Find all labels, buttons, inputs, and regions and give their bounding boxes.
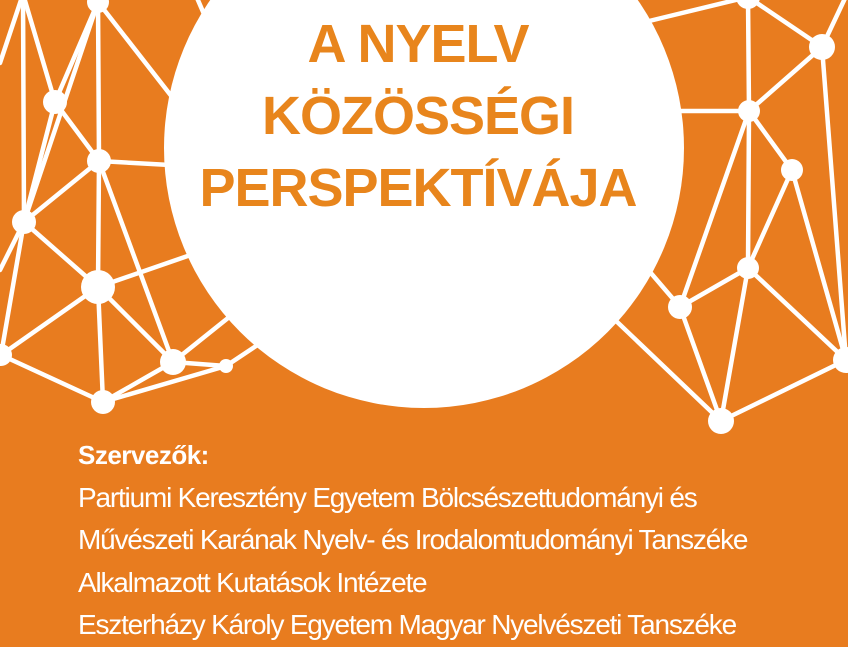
title-line-3: PERSPEKTÍVÁJA (199, 158, 637, 218)
network-edge (1, 355, 103, 402)
organizer-list (78, 477, 848, 647)
organizer-line: Eszterházy Károly Egyetem Magyar Nyelvészeti Tanszéke (78, 609, 736, 641)
organizer-line: Partiumi Keresztény Egyetem Bölcsészettudományi és (78, 482, 697, 513)
network-node (737, 257, 759, 279)
network-node (219, 359, 233, 373)
network-node (708, 408, 734, 434)
organizers-label: Szervezők: (78, 440, 209, 470)
network-edge (721, 268, 748, 421)
network-edge (98, 287, 103, 402)
organizers-section (78, 441, 848, 647)
title-line-1: A NYELV (307, 14, 529, 74)
network-node (91, 390, 115, 414)
organizer-line: Alkalmazott Kutatások Intézete (78, 566, 427, 598)
network-edge (721, 360, 846, 421)
network-node (160, 349, 186, 375)
page-title (0, 8, 848, 224)
network-node (81, 270, 115, 304)
network-edge (1, 287, 98, 355)
network-node (668, 295, 692, 319)
title-line-2: KÖZÖSSÉGI (261, 86, 575, 146)
organizer-line: Művészeti Karának Nyelv- és Irodalomtudományi Tanszéke (78, 524, 748, 556)
